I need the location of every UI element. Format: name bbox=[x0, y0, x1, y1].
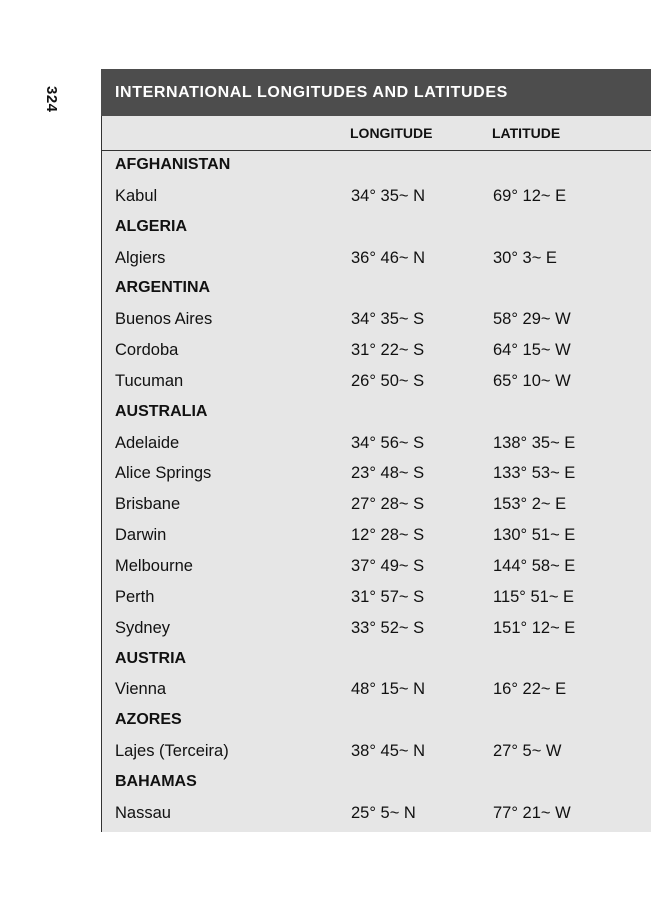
longitude-value: 33° 52~ S bbox=[351, 618, 425, 637]
city-row bbox=[102, 244, 651, 275]
page-number-text: 324 bbox=[43, 86, 60, 113]
city-row bbox=[102, 490, 651, 521]
country-row bbox=[102, 398, 651, 429]
page-number bbox=[43, 86, 60, 113]
latitude-value: 16° 22~ E bbox=[493, 680, 567, 699]
latitude-value: 144° 58~ E bbox=[493, 556, 576, 575]
city-name: Adelaide bbox=[115, 433, 180, 452]
longitude-header: LONGITUDE bbox=[350, 125, 433, 141]
city-name: Kabul bbox=[115, 186, 158, 205]
longitude-value: 31° 22~ S bbox=[351, 341, 425, 360]
city-name: Cordoba bbox=[115, 341, 179, 360]
country-row bbox=[102, 151, 651, 182]
latitude-value: 138° 35~ E bbox=[493, 433, 576, 452]
country-name: AUSTRALIA bbox=[115, 402, 208, 420]
longitude-value: 34° 35~ N bbox=[351, 186, 426, 205]
latitude-value: 30° 3~ E bbox=[493, 248, 557, 267]
city-row bbox=[102, 182, 651, 213]
city-row bbox=[102, 367, 651, 398]
table-body bbox=[101, 116, 651, 832]
city-row bbox=[102, 305, 651, 336]
longitude-value: 26° 50~ S bbox=[351, 371, 425, 390]
latitude-value: 58° 29~ W bbox=[493, 310, 571, 329]
city-row bbox=[102, 521, 651, 552]
city-row bbox=[102, 675, 651, 706]
table-title-bar bbox=[101, 69, 651, 116]
latitude-value: 153° 2~ E bbox=[493, 495, 567, 514]
city-row bbox=[102, 583, 651, 614]
city-row bbox=[102, 799, 651, 830]
latitude-header: LATITUDE bbox=[492, 125, 561, 141]
longitude-value: 34° 56~ S bbox=[351, 433, 425, 452]
city-name: Darwin bbox=[115, 526, 167, 545]
latitude-value: 64° 15~ W bbox=[493, 341, 571, 360]
longitude-value: 38° 45~ N bbox=[351, 742, 426, 761]
city-row bbox=[102, 737, 651, 768]
latitude-value: 133° 53~ E bbox=[493, 464, 576, 483]
city-name: Algiers bbox=[115, 248, 166, 267]
latitude-value: 115° 51~ E bbox=[493, 587, 575, 606]
longitude-value: 23° 48~ S bbox=[351, 464, 425, 483]
country-name: AFGHANISTAN bbox=[115, 156, 231, 173]
latitude-value: 69° 12~ E bbox=[493, 186, 567, 205]
longitude-value: 25° 5~ N bbox=[351, 803, 416, 822]
country-name: ALGERIA bbox=[115, 217, 187, 235]
latitude-value: 65° 10~ W bbox=[493, 371, 571, 390]
latitude-value: 77° 21~ W bbox=[493, 803, 571, 822]
city-name: Nassau bbox=[115, 803, 171, 822]
longitude-value: 31° 57~ S bbox=[351, 587, 425, 606]
longitude-value: 12° 28~ S bbox=[351, 526, 425, 545]
city-row bbox=[102, 429, 651, 460]
country-name: BAHAMAS bbox=[115, 772, 197, 790]
city-row bbox=[102, 552, 651, 583]
table-title: INTERNATIONAL LONGITUDES AND LATITUDES bbox=[115, 83, 508, 101]
city-name: Brisbane bbox=[115, 495, 181, 514]
city-name: Alice Springs bbox=[115, 464, 212, 483]
city-row bbox=[102, 614, 651, 645]
country-row bbox=[102, 645, 651, 676]
country-row bbox=[102, 213, 651, 244]
country-name: AUSTRIA bbox=[115, 649, 187, 667]
city-name: Vienna bbox=[115, 680, 167, 699]
city-name: Buenos Aires bbox=[115, 310, 213, 329]
city-row bbox=[102, 336, 651, 367]
city-name: Lajes (Terceira) bbox=[115, 742, 229, 761]
city-name: Melbourne bbox=[115, 556, 193, 575]
city-row bbox=[102, 459, 651, 490]
coordinates-table bbox=[101, 69, 651, 832]
country-name: AZORES bbox=[115, 711, 182, 729]
latitude-value: 151° 12~ E bbox=[493, 618, 576, 637]
city-name: Tucuman bbox=[115, 371, 184, 390]
longitude-value: 36° 46~ N bbox=[351, 248, 426, 267]
longitude-value: 37° 49~ S bbox=[351, 556, 425, 575]
longitude-value: 48° 15~ N bbox=[351, 680, 426, 699]
longitude-value: 34° 35~ S bbox=[351, 310, 425, 329]
latitude-value: 130° 51~ E bbox=[493, 526, 576, 545]
country-row bbox=[102, 274, 651, 305]
city-name: Sydney bbox=[115, 618, 171, 637]
latitude-value: 27° 5~ W bbox=[493, 742, 562, 761]
column-header-row bbox=[102, 116, 651, 151]
city-name: Perth bbox=[115, 587, 155, 606]
country-row bbox=[102, 768, 651, 799]
country-name: ARGENTINA bbox=[115, 279, 211, 297]
longitude-value: 27° 28~ S bbox=[351, 495, 425, 514]
table-rows bbox=[102, 151, 651, 830]
country-row bbox=[102, 706, 651, 737]
